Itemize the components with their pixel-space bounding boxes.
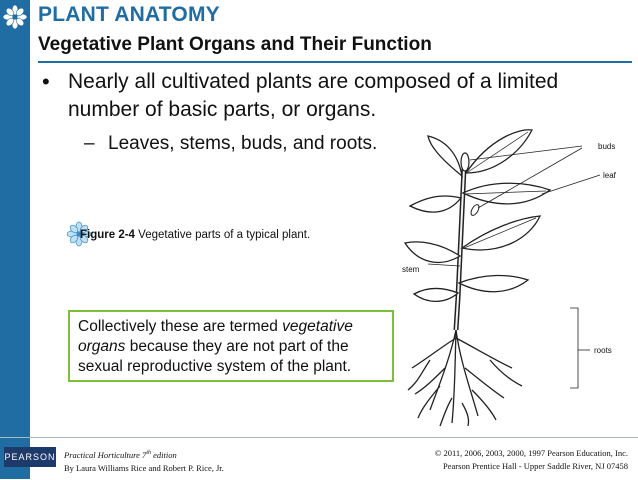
slide-title: PLANT ANATOMY	[38, 3, 220, 26]
footer-authors: By Laura Williams Rice and Robert P. Rice, Jr.	[64, 462, 224, 473]
leaf-middle-left	[405, 242, 460, 263]
callout-box	[68, 310, 394, 382]
leaf-lower-left	[414, 289, 458, 302]
terminal-bud	[461, 153, 469, 171]
leaf-top-left	[428, 136, 462, 176]
figure-caption-text: Vegetative parts of a typical plant.	[138, 229, 311, 241]
label-stem: stem	[402, 265, 420, 274]
callout-text-italic: vegetative organs	[78, 318, 353, 355]
figure-caption	[80, 229, 310, 241]
title-divider	[38, 61, 632, 63]
main-bullet: Nearly all cultivated plants are composed of a limited number of basic parts, or organs.	[68, 70, 559, 121]
bullet-marker: •	[42, 69, 50, 94]
sub-bullet-marker: –	[84, 133, 95, 154]
plant-diagram	[400, 98, 638, 428]
footer-copyright: © 2011, 2006, 2003, 2000, 1997 Pearson Education, Inc.	[434, 448, 628, 458]
label-buds: buds	[598, 142, 616, 151]
footer-book-info	[64, 447, 224, 475]
slide-subtitle: Vegetative Plant Organs and Their Function	[38, 34, 432, 55]
left-accent-bar	[0, 0, 30, 479]
footer-copyright-info	[435, 447, 628, 473]
footer-book-title: Practical Horticulture 7th edition	[64, 449, 177, 460]
leaf-upper-left	[410, 196, 461, 212]
callout-text-part1: Collectively these are termed	[78, 318, 283, 335]
lateral-bud	[469, 203, 480, 216]
leaf-lower-right	[459, 275, 528, 291]
pearson-logo: PEARSON	[4, 447, 56, 467]
plant-roots	[408, 330, 522, 426]
label-leaf: leaf	[603, 171, 616, 180]
figure-caption-label: Figure 2-4	[80, 229, 135, 241]
callout-text-part2: because they are not part of the sexual reproductive system of the plant.	[78, 338, 352, 375]
sub-bullet: Leaves, stems, buds, and roots.	[108, 133, 378, 154]
footer-publisher-address: Pearson Prentice Hall - Upper Saddle River, NJ 07458	[443, 461, 628, 471]
flower-logo-icon	[2, 4, 28, 30]
label-roots: roots	[594, 346, 612, 355]
